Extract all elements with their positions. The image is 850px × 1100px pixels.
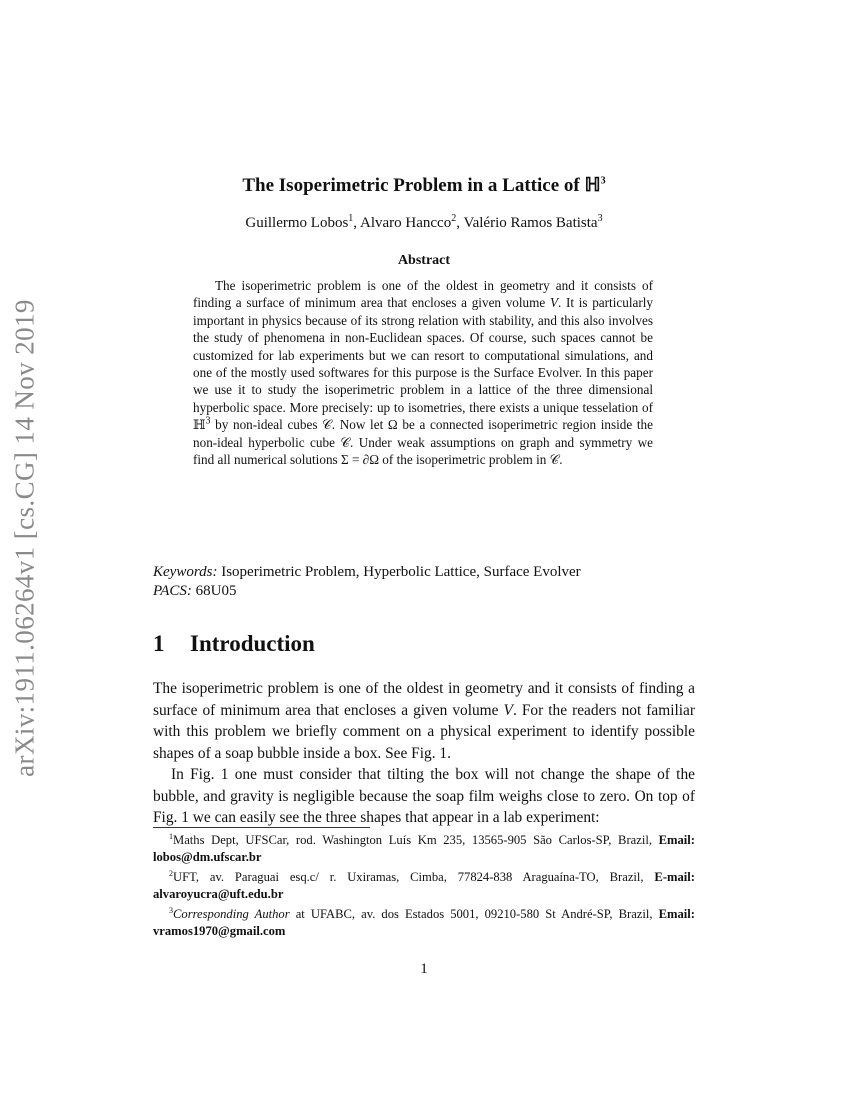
- paper-title: [153, 174, 695, 197]
- arxiv-sidebar: [2, 288, 48, 788]
- abstract-body: [193, 277, 653, 468]
- footnote-email: lobos@dm.ufscar.br: [153, 849, 262, 864]
- intro-text: The isoperimetric problem is one of the oldest in geometry and it consists of finding a surface of minimum area that encloses a given volume: [153, 680, 695, 719]
- footnote-mark: 2: [169, 869, 173, 879]
- footnote-rule: [153, 827, 370, 828]
- cube-symbol: 𝒞: [322, 417, 332, 433]
- section-title: Introduction: [190, 631, 315, 656]
- keywords-value: Isoperimetric Problem, Hyperbolic Lattice, Surface Evolver: [217, 564, 581, 580]
- author-affiliation-mark: 2: [451, 213, 457, 224]
- title-space-symbol: ℍ: [584, 175, 601, 196]
- footnote-italic: Corresponding Author: [173, 907, 290, 922]
- abstract-text: The isoperimetric problem is one of the oldest in geometry and it consists of finding a surface of minimum area that encloses a given volume: [193, 278, 653, 311]
- footnote-email: vramos1970@gmail.com: [153, 924, 286, 939]
- footnote-email-label: Email:: [658, 833, 695, 848]
- cube-symbol: 𝒞: [340, 434, 350, 450]
- abstract-text: . It is particularly important in physics because of its strong relation with stability, and this also involves the study of phenomena in non-Euclidean spaces. Of course, such spaces cannot be customized for lab experiments but we can resort to computational simulations, and one of the mostly used softwares for this purpose is the Surface Evolver. In this paper we use it to study the isoperimetric problem in a lattice of the three dimensional hyperbolic space. More precisely: up to isometries, there exists a unique tesselation of: [193, 295, 653, 415]
- volume-symbol: V: [503, 701, 513, 719]
- intro-paragraph: In Fig. 1 one must consider that tilting the box will not change the shape of the bubble, and gravity is negligible because the soap film weighs close to zero. On top of Fig. 1 we can easily see the three shapes that appear in a lab experiment:: [153, 766, 695, 826]
- footnote-email-label: Email:: [658, 907, 695, 922]
- abstract-text: . Now let Ω be a connected isoperimetric region inside the non-ideal hyperbolic cube: [193, 417, 653, 450]
- page-number: 1: [420, 961, 428, 977]
- abstract-text: by non-ideal cubes: [210, 417, 323, 433]
- hyperbolic-space-superscript: 3: [205, 415, 211, 427]
- author-affiliation-mark: 1: [348, 213, 354, 224]
- footnote-email: alvaroyucra@uft.edu.br: [153, 886, 284, 901]
- footnotes: [153, 829, 695, 941]
- footnote-text: at UFABC, av. dos Estados 5001, 09210-580 St André-SP, Brazil,: [289, 907, 659, 922]
- abstract-text: . Under weak assumptions on graph and symmetry we find all numerical solutions Σ = ∂Ω of the isoperimetric problem in: [193, 434, 653, 468]
- intro-text: . For the readers not familiar with this problem we briefly comment on a physical experiment to identify possible shapes of a soap bubble inside a box. See Fig. 1.: [153, 701, 695, 762]
- author-name: Guillermo Lobos: [245, 215, 349, 231]
- footnote: [153, 866, 695, 902]
- footnote-email-label: E-mail:: [654, 870, 695, 885]
- footnote-mark: 3: [169, 906, 173, 916]
- author-separator: ,: [456, 215, 464, 231]
- section-number: 1: [153, 631, 165, 656]
- author-separator: ,: [353, 215, 360, 231]
- footnote-text: UFT, av. Paraguai esq.c/ r. Uxiramas, Cimba, 77824-838 Araguaína-TO, Brazil,: [173, 870, 655, 885]
- footnote: [153, 903, 695, 939]
- title-text: The Isoperimetric Problem in a Lattice of: [242, 175, 585, 196]
- abstract-heading: Abstract: [397, 253, 451, 268]
- author-list: [153, 215, 695, 232]
- arxiv-identifier: arXiv:1911.06264v1 [cs.CG] 14 Nov 2019: [9, 299, 40, 777]
- pacs-label: PACS:: [153, 583, 192, 599]
- author-name: Valério Ramos Batista: [463, 215, 598, 231]
- volume-symbol: V: [549, 295, 558, 311]
- keywords-line: [153, 563, 581, 581]
- footnote-text: Maths Dept, UFSCar, rod. Washington Luís Km 235, 13565-905 São Carlos-SP, Brazil,: [173, 833, 659, 848]
- author-name: Alvaro Hancco: [359, 215, 452, 231]
- section-heading: [153, 631, 315, 657]
- pacs-line: [153, 582, 237, 600]
- hyperbolic-space-symbol: ℍ: [193, 417, 206, 433]
- footnote: [153, 829, 695, 865]
- title-superscript: 3: [600, 175, 606, 187]
- keywords-label: Keywords:: [153, 564, 218, 580]
- abstract-end: .: [559, 452, 563, 468]
- cube-symbol: 𝒞: [549, 452, 560, 468]
- footnote-mark: 1: [169, 832, 173, 841]
- author-affiliation-mark: 3: [597, 213, 603, 224]
- introduction-body: [153, 678, 695, 829]
- pacs-value: 68U05: [191, 583, 237, 599]
- intro-paragraph: [153, 678, 695, 764]
